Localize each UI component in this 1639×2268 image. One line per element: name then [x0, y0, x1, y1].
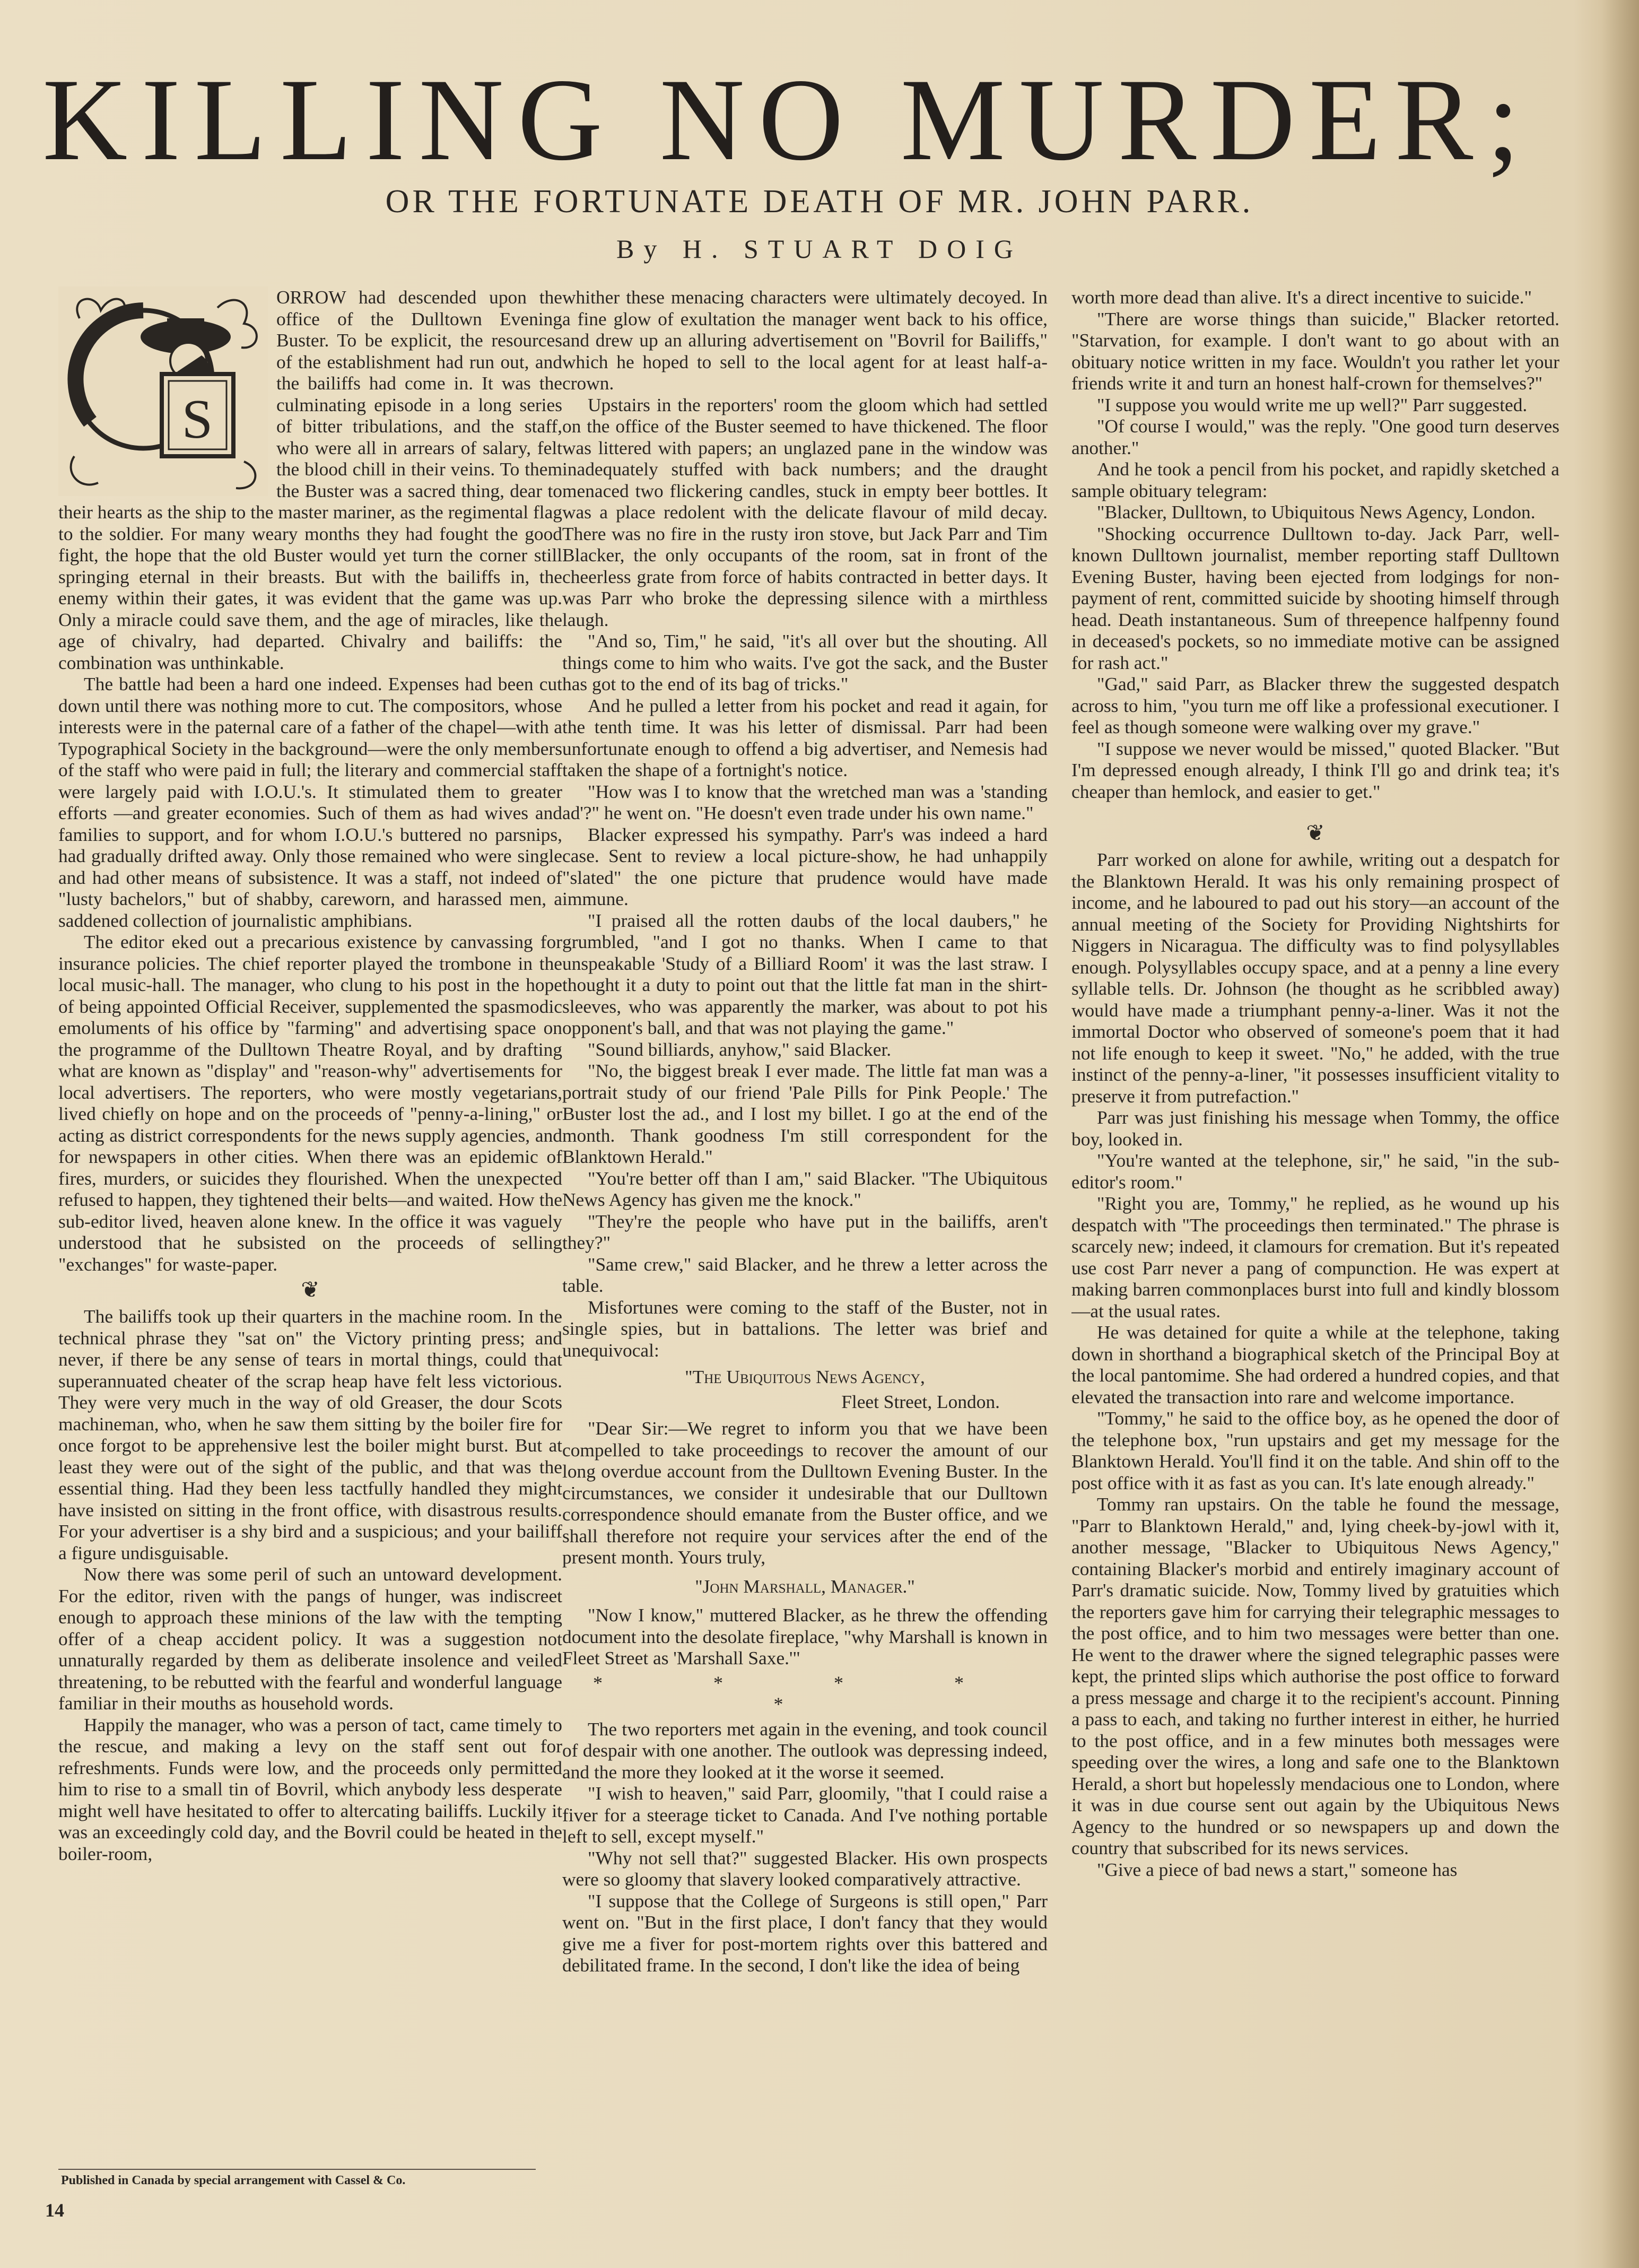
paragraph: "Blacker, Dulltown, to Ubiquitous News Agency, London.: [1097, 501, 1536, 523]
paragraph: "You're better off than I am," said Blacker. "The Ubiquitous News Agency has given me the knock.": [562, 1167, 1048, 1210]
letter-body: "Dear Sir:—We regret to inform you that we have been compelled to take proceedings to recover the amount of our long overdue account from the Dulltown Evening Buster. In the circumstances, we consider it undesirable that our Dulltown correspondence should emanate from the Buster office, and we shall therefore not require your services after the end of the present month. Yours truly,: [562, 1418, 1048, 1568]
paragraph: "There are worse things than suicide," Blacker retorted. "Starvation, for example. I don't want to go about with an obituary notice written in my face. Wouldn't you rather let your friends write it and turn an honest half-crown for themselves?": [1071, 308, 1559, 394]
paragraph: Tommy ran upstairs. On the table he found the message, "Parr to Blanktown Herald," and, lying cheek-by-jowl with it, another message, "Blacker to Ubiquitous News Agency," containing Blacker's morbid and entirely imaginary account of Parr's dramatic suicide. Now, Tommy lived by gratuities which the reporters gave him for carrying their telegraphic messages to the post office, and to him two messages were better than one. He went to the drawer where the signed telegraphic passes were kept, the printed slips which authorise the post office to forward a press message and charge it to the recipient's account. Pinning a pass to each, and taking no further interest in either, he hurried to the post office, and in a few minutes both messages were speeding over the wires, a long and safe one to the Blanktown Herald, a short but hopelessly mendacious one to London, where it was in due course sent out again by the Ubiquitous News Agency to the hundred or so newspapers up and down the country that subscribed for its news services.: [1071, 1493, 1559, 1858]
paragraph: And he pulled a letter from his pocket and read it again, for the tenth time. It was his letter of dismissal. Parr had been unfortunate enough to offend a big advertiser, and Nemesis had taken the shape of a fortnight's notice.: [562, 694, 1048, 780]
paragraph: "How was I to know that the wretched man was a 'standing ad'?" he went on. "He doesn't even trade under his own name.": [562, 780, 1048, 823]
paragraph: Misfortunes were coming to the staff of the Buster, not in single spies, but in battalions. The letter was brief and unequivocal:: [562, 1296, 1048, 1361]
paragraph: The two reporters met again in the evening, and took council of despair with one another. The outlook was depressing indeed, and the more they looked at it the worse it seemed.: [562, 1718, 1048, 1783]
paragraph: "No, the biggest break I ever made. The little fat man was a portrait study of our friend 'Pale Pills for Pink People.' The Buster lost the ad., and I lost my billet. I go at the end of the month. Thank goodness I'm still correspondent for the Blanktown Herald.": [562, 1060, 1048, 1167]
section-break-stars: * * * * *: [593, 1672, 1017, 1715]
paragraph: "And so, Tim," he said, "it's all over but the shouting. All things come to him who waits. I've got the sack, and the Buster has got to the end of its bag of tricks.": [562, 630, 1048, 694]
paragraph: worth more dead than alive. It's a direct incentive to suicide.": [1071, 286, 1532, 308]
column-2: [562, 286, 1048, 2173]
letter-signature: "John Marshall, Manager.": [695, 1575, 915, 1597]
paragraph: The battle had been a hard one indeed. Expenses had been cut down until there was nothing more to cut. The compositors, whose interests were in the paternal care of a father of the chapel—with a Typographical Society in the background—were the only members of the staff who were paid in full; the literary and commercial staff were largely paid with I.O.U.'s. It stimulated them to greater efforts —and greater economies. Such of them as had wives and families to support, and for whom I.O.U.'s buttered no parsnips, had gradually drifted away. Only those remained who were single and had other means of subsistence. It was a staff, not indeed of "lusty bachelors," but of shabby, careworn, and harassed men, a saddened collection of journalistic amphibians.: [58, 673, 562, 931]
story-subtitle: OR THE FORTUNATE DEATH OF MR. JOHN PARR.: [385, 184, 1254, 220]
illustrated-drop-cap: [58, 286, 268, 496]
paragraph: "Shocking occurrence Dulltown to-day. Jack Parr, well-known Dulltown journalist, member reporting staff Dulltown Evening Buster, having been ejected from lodgings for non-payment of rent, committed suicide by shooting himself through head. Death instantaneous. Sum of threepence halfpenny found in deceased's pockets, so no immediate motive can be assigned for rash act.": [1071, 523, 1559, 673]
paragraph: whither these menacing characters were ultimately decoyed. In a fine glow of exultation the manager went back to his office, and drew up an alluring advertisement on "Bovril for Bailiffs," which he hoped to sell to the local agent for at least half-a-crown.: [562, 286, 1048, 394]
section-ornament-icon: ❦: [301, 1278, 320, 1302]
footnote-rule: [58, 2169, 536, 2170]
paragraph: ORROW had descended upon the office of the Dulltown Evening Buster. To be explicit, the resources of the establishment had run out, and the bailiffs had come in. It was the culminating episode in a long series of bitter tribulations, and the staff, who were all in arrears of salary, felt the blood chill in their veins. To them the Buster was a sacred thing, dear to their hearts as the ship to the master mariner, as the regimental flag to the soldier. For many weary months they had fought the good fight, the hope that the old Buster would yet turn the corner still springing eternal in their breasts. But with the bailiffs in, the enemy within their gates, it was evident that the game was up. Only a miracle could save them, and the age of miracles, like the age of chivalry, had departed. Chivalry and bailiffs: the combination was unthinkable.: [58, 286, 562, 673]
paragraph: "Sound billiards, anyhow," said Blacker.: [588, 1038, 892, 1060]
paragraph: "They're the people who have put in the bailiffs, aren't they?": [562, 1210, 1048, 1253]
paragraph: The editor eked out a precarious existence by canvassing for insurance policies. The chief reporter played the trombone in the local music-hall. The manager, who clung to his post in the hope of being appointed Official Receiver, supplemented the spasmodic emoluments of his office by "farming" and advertising space on the programme of the Dulltown Theatre Royal, and by drafting what are known as "display" and "reason-why" advertisements for local advertisers. The reporters, who were mostly vegetarians, lived chiefly on hope and on the proceeds of "penny-a-lining," or acting as district correspondents for the news supply agencies, and for newspapers in other cities. When there was an epidemic of fires, murders, or suicides they flourished. When the unexpected refused to happen, they tightened their belts—and waited. How the sub-editor lived, heaven alone knew. In the office it was vaguely understood that he subsisted on the proceeds of selling "exchanges" for waste-paper.: [58, 931, 562, 1275]
paragraph: Now there was some peril of such an untoward development. For the editor, riven with the pangs of hunger, was indiscreet enough to approach these minions of the law with the tempting offer of a cheap accident policy. It was a suggestion not unnaturally regarded by them as deliberate insolence and veiled threatening, to be rebutted with the fearful and wonderful language familiar in their mouths as household words.: [58, 1563, 562, 1714]
paragraph: Parr worked on alone for awhile, writing out a despatch for the Blanktown Herald. It was his only remaining prospect of income, and he laboured to pad out his story—an account of the annual meeting of the Society for Providing Nightshirts for Niggers in Nicaragua. The difficulty was to find polysyllables enough. Polysyllables occupy space, and at a penny a line every syllable tells. Dr. Johnson (he thought as he scribbled away) would have made a triumphant penny-a-liner. Was it not the immortal Doctor who observed of someone's poem that it had not life enough to keep it sweet. "No," he added, with the true instinct of the penny-a-liner, "it possesses insufficient vitality to preserve it from putrefaction.": [1071, 849, 1559, 1107]
byline: By H. STUART DOIG: [616, 234, 1023, 264]
paragraph: "Same crew," said Blacker, and he threw a letter across the table.: [562, 1253, 1048, 1296]
paragraph: "Give a piece of bad news a start," someone has: [1097, 1858, 1458, 1880]
paragraph: And he took a pencil from his pocket, and rapidly sketched a sample obituary telegram:: [1071, 458, 1559, 501]
paragraph: Blacker expressed his sympathy. Parr's was indeed a hard case. Sent to review a local picture-show, he had unhappily "slated" the one picture that prudence would have made immune.: [562, 823, 1048, 909]
paragraph: "Why not sell that?" suggested Blacker. His own prospects were so gloomy that slavery looked comparatively attractive.: [562, 1847, 1048, 1890]
footnote: Published in Canada by special arrangement with Cassel & Co.: [61, 2174, 406, 2187]
page-number: 14: [45, 2200, 64, 2221]
drop-cap-letter: S: [181, 388, 213, 450]
paragraph: "Of course I would," was the reply. "One good turn deserves another.": [1071, 415, 1559, 458]
paragraph: He was detained for quite a while at the telephone, taking down in shorthand a biographical sketch of the Principal Boy at the local pantomime. She had ordered a hundred copies, and that elevated the transaction into rare and welcome importance.: [1071, 1322, 1559, 1407]
paragraph: "I suppose that the College of Surgeons is still open," Parr went on. "But in the first place, I don't fancy that they would give me a fiver for post-mortem rights over this battered and debilitated frame. In the second, I don't like the idea of being: [562, 1890, 1048, 1976]
column-1: [58, 286, 562, 2167]
paragraph: "I suppose you would write me up well?" Parr suggested.: [1097, 394, 1528, 415]
paragraph: "You're wanted at the telephone, sir," he said, "in the sub-editor's room.": [1071, 1150, 1559, 1193]
paragraph: Upstairs in the reporters' room the gloom which had settled on the office of the Buster seemed to have thickened. The floor was littered with papers; an unglazed pane in the window was inadequately stuffed with back numbers; and the draught menaced two flickering candles, stuck in empty beer bottles. It was a place redolent with the delicate flavour of mild decay. There was no fire in the rusty iron stove, but Jack Parr and Tim Blacker, the only occupants of the room, sat in front of the cheerless grate from force of habits contracted in better days. It was Parr who broke the depressing silence with a mirthless laugh.: [562, 394, 1048, 630]
paragraph: Parr was just finishing his message when Tommy, the office boy, looked in.: [1071, 1107, 1559, 1150]
section-ornament-icon: ❦: [1306, 821, 1325, 846]
paragraph: "I wish to heaven," said Parr, gloomily, "that I could raise a fiver for a steerage ticket to Canada. And I've nothing portable left to sell, except myself.": [562, 1783, 1048, 1847]
paragraph: Happily the manager, who was a person of tact, came timely to the rescue, and making a levy on the staff sent out for refreshments. Funds were low, and the proceeds only permitted him to rise to a small tin of Bovril, which anybody less desperate might well have hesitated to offer to altercating bailiffs. Luckily it was an exceedingly cold day, and the Bovril could be heated in the boiler-room,: [58, 1714, 562, 1864]
paragraph: The bailiffs took up their quarters in the machine room. In the technical phrase they "sat on" the Victory printing press; and never, if there be any sense of tears in mortal things, could that superannuated cheater of the scrap heap have felt less victorious. They were very much in the way of old Greaser, the dour Scots machineman, who, when he saw them sitting by the boiler fire for once forgot to be apprehensive lest the boiler might burst. But at least they were out of the sight of the public, and that was the essential thing. Had they been less tactfully handled they might have insisted on sitting in the front office, with disastrous results. For your advertiser is a shy bird and a suspicious; and your bailiff a figure undisguisable.: [58, 1306, 562, 1563]
paragraph: "I suppose we never would be missed," quoted Blacker. "But I'm depressed enough already, I think I'll go and drink tea; it's cheaper than hemlock, and easier to get.": [1071, 737, 1559, 802]
paragraph: "Now I know," muttered Blacker, as he threw the offending document into the desolate fireplace, "why Marshall is known in Fleet Street as 'Marshall Saxe.'": [562, 1604, 1048, 1669]
column-3: [1071, 286, 1559, 2173]
letter-address: Fleet Street, London.: [841, 1391, 1000, 1412]
story-title: KILLING NO MURDER;: [42, 55, 1534, 185]
cavalier-illustration-icon: [58, 286, 268, 496]
paragraph: "Right you are, Tommy," he replied, as he wound up his despatch with "The proceedings then terminated." The phrase is scarcely new; indeed, it clamours for cremation. But it's repeated use cost Parr never a pang of compunction. He was expert at making barren commonplaces burst into full and kindly blossom—at the usual rates.: [1071, 1193, 1559, 1322]
paragraph: "I praised all the rotten daubs of the local daubers," he grumbled, "and I got no thanks. When I came to that unspeakable 'Study of a Billiard Room' it was the last straw. I thought it a duty to point out that the little fat man in the shirt-sleeves, who was apparently the marker, was about to pot his opponent's ball, and that was not playing the game.": [562, 909, 1048, 1038]
paragraph: "Gad," said Parr, as Blacker threw the suggested despatch across to him, "you turn me off like a professional executioner. I feel as though someone were walking over my grave.": [1071, 673, 1559, 737]
letter-heading: "The Ubiquitous News Agency,: [685, 1366, 925, 1387]
paragraph: "Tommy," he said to the office boy, as he opened the door of the telephone box, "run upstairs and get my message for the Blanktown Herald. You'll find it on the table. And shin off to the post office with it as fast as you can. It's late enough already.": [1071, 1407, 1559, 1493]
page-edge-shadow: [1602, 0, 1639, 2268]
